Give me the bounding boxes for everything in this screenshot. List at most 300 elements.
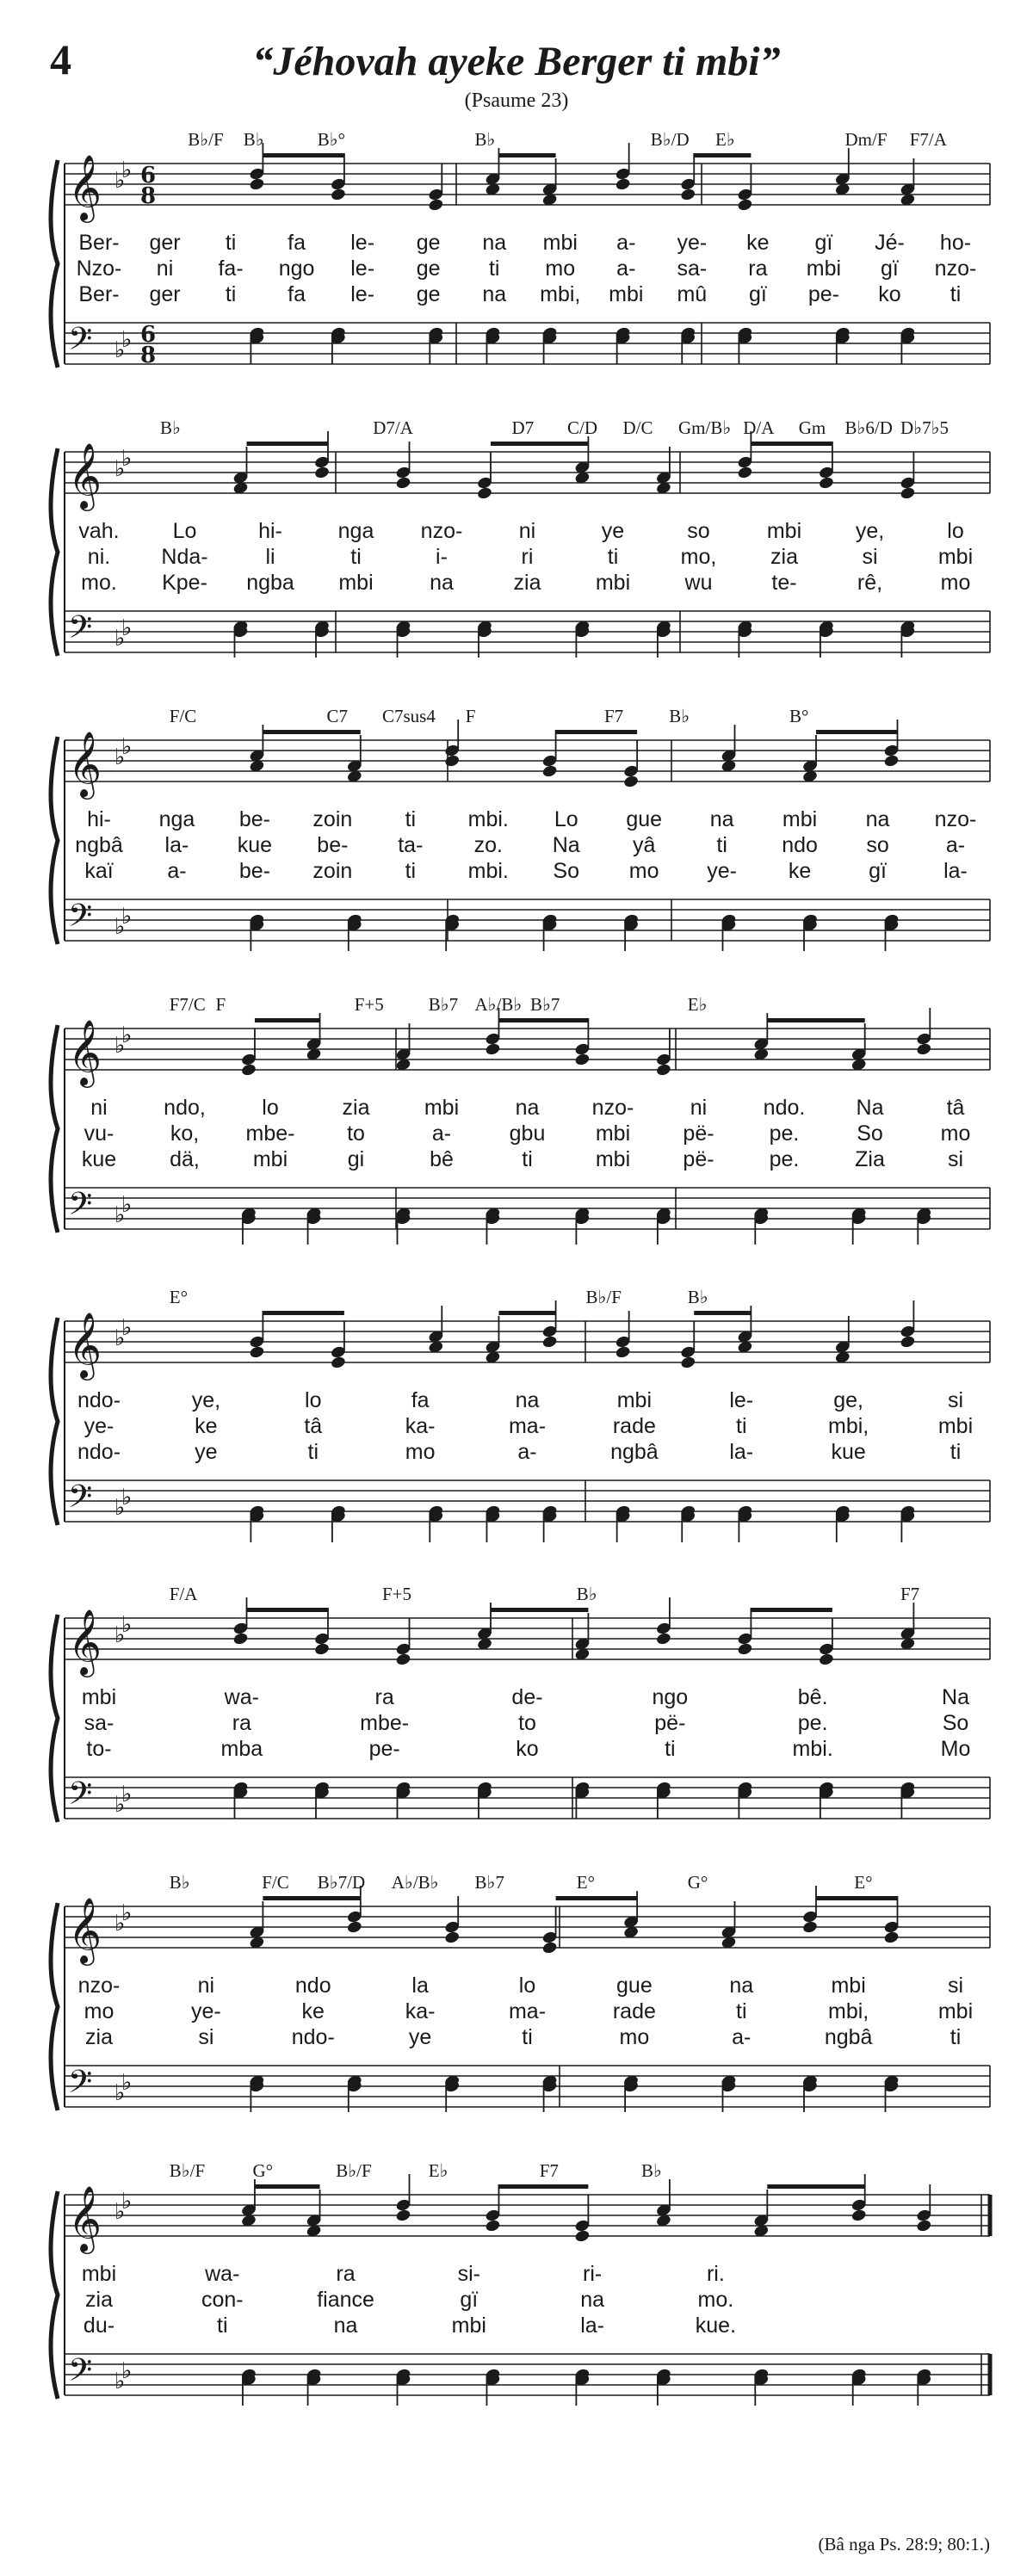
lyric-verse-1: Lo: [172, 519, 197, 543]
lyric-verse-1: mbi.: [467, 807, 509, 831]
lyric-verse-2: So: [942, 1711, 969, 1735]
lyric-verse-2: gï: [881, 256, 899, 281]
lyric-verse-2: gï: [460, 2288, 479, 2312]
note-beam: [498, 2184, 588, 2189]
key-signature-flat: ♭: [114, 2080, 126, 2106]
key-signature-flat: ♭: [114, 1325, 126, 1351]
key-signature-flat: ♭: [114, 168, 126, 194]
lyric-verse-2: to: [518, 1711, 536, 1735]
key-signature-flat: ♭: [121, 2189, 133, 2215]
lyric-verse-2: ra: [748, 256, 768, 281]
lyric-verse-1: nzo-: [420, 519, 463, 543]
chord-symbol: C/D: [567, 417, 598, 438]
lyric-verse-1: na: [865, 807, 890, 831]
lyric-verse-2: a-: [431, 1121, 452, 1146]
lyric-verse-1: ge: [416, 231, 441, 255]
lyric-verse-3: wu: [684, 571, 713, 595]
lyric-verse-2: to: [347, 1121, 365, 1146]
key-signature-flat: ♭: [114, 1033, 126, 1059]
chord-symbol: B♭: [169, 1872, 190, 1893]
lyric-verse-1: Na: [856, 1096, 884, 1120]
lyric-verse-1: Ber-: [78, 231, 120, 255]
lyric-verse-3: ke: [788, 859, 812, 883]
lyric-verse-1: Na: [942, 1685, 969, 1709]
treble-clef: 𝄞: [68, 1609, 102, 1675]
notehead: [916, 1042, 932, 1056]
note-beam: [498, 1018, 588, 1022]
bass-clef: 𝄢: [68, 2352, 93, 2396]
lyric-verse-3: kue.: [695, 2313, 737, 2338]
lyric-verse-3: ti: [225, 282, 237, 306]
lyric-verse-1: na: [515, 1096, 540, 1120]
lyric-verse-1: Lo: [554, 807, 578, 831]
key-signature-flat: ♭: [114, 626, 126, 652]
key-signature-flat: ♭: [114, 1622, 126, 1648]
chord-symbol: D♭7♭5: [900, 417, 949, 438]
lyric-verse-1: ri.: [706, 2262, 725, 2286]
lyric-verse-2: si: [862, 545, 878, 569]
lyric-verse-3: mbi: [595, 1147, 631, 1171]
lyric-verse-1: ni: [90, 1096, 108, 1120]
chord-symbol: F7: [604, 706, 624, 726]
notehead: [330, 188, 346, 201]
lyric-verse-2: fa-: [218, 256, 244, 281]
lyric-verse-2: ti: [488, 256, 500, 281]
lyric-verse-3: ye: [195, 1440, 218, 1464]
lyric-verse-2: ti: [716, 833, 727, 857]
lyric-verse-2: ri: [521, 545, 534, 569]
chord-symbol: B♭7: [428, 994, 459, 1015]
lyric-verse-3: Mo: [940, 1737, 971, 1761]
key-signature-flat: ♭: [114, 2199, 126, 2225]
note-beam: [767, 1018, 864, 1022]
key-signature-flat: ♭: [114, 2369, 126, 2394]
song-number: 4: [50, 35, 71, 83]
lyric-verse-2: ngbâ: [75, 833, 123, 857]
chord-symbol: E♭: [715, 129, 735, 150]
lyric-verse-3: le-: [350, 282, 375, 306]
lyric-verse-1: ye: [601, 519, 625, 543]
bass-clef: 𝄢: [68, 609, 93, 653]
lyric-verse-3: ti: [405, 859, 417, 883]
chord-symbol: B°: [789, 706, 809, 726]
system-brace: [51, 1318, 58, 1525]
chord-symbol: A♭/B♭: [391, 1872, 439, 1893]
lyric-verse-1: lo: [947, 519, 964, 543]
lyric-verse-2: so: [866, 833, 889, 857]
chord-symbol: C7sus4: [382, 706, 436, 726]
lyric-verse-2: mo: [84, 1999, 114, 2023]
lyric-verse-1: si-: [457, 2262, 481, 2286]
chord-symbol: E♭: [428, 2160, 448, 2181]
lyric-verse-1: so: [687, 519, 710, 543]
notehead: [916, 2219, 932, 2233]
note-beam: [556, 730, 638, 734]
lyric-verse-1: nga: [337, 519, 374, 543]
note-beam: [247, 442, 329, 446]
note-beam: [255, 2184, 320, 2189]
note-beam: [694, 153, 751, 158]
lyric-verse-3: ti: [949, 1440, 962, 1464]
lyric-verse-3: ti: [522, 1147, 533, 1171]
time-signature-top: 6: [140, 163, 157, 188]
key-signature-flat: ♭: [121, 1315, 133, 1341]
lyric-verse-3: na: [333, 2313, 358, 2338]
chord-symbol: B♭/F: [336, 2160, 372, 2181]
notehead: [900, 1335, 916, 1349]
notehead: [395, 1652, 411, 1666]
note-beam: [816, 1896, 898, 1900]
lyric-verse-3: pë-: [683, 1147, 714, 1171]
lyric-verse-3: dä,: [170, 1147, 200, 1171]
lyric-verse-3: la-: [580, 2313, 605, 2338]
lyric-verse-3: ndo-: [77, 1440, 121, 1464]
lyric-verse-1: ndo,: [164, 1096, 206, 1120]
key-signature-flat: ♭: [121, 327, 133, 353]
notehead: [615, 1345, 631, 1359]
lyric-verse-1: ri-: [583, 2262, 603, 2286]
notehead: [249, 1345, 265, 1359]
note-beam: [491, 1608, 588, 1612]
lyric-verse-2: con-: [201, 2288, 244, 2312]
lyric-verse-2: ma-: [508, 1414, 547, 1438]
notehead: [900, 486, 916, 500]
lyric-verse-1: Jé-: [875, 231, 905, 255]
lyric-verse-3: ti: [307, 1440, 319, 1464]
lyric-verse-2: mo,: [680, 545, 717, 569]
chord-symbol: E°: [854, 1872, 873, 1893]
lyric-verse-3: ko: [878, 282, 901, 306]
lyric-verse-2: sa-: [677, 256, 708, 281]
lyric-verse-2: li: [265, 545, 275, 569]
lyric-verse-3: fa: [288, 282, 306, 306]
lyric-verse-3: mbi: [595, 571, 631, 595]
lyric-verse-2: ngo: [278, 256, 315, 281]
notehead: [615, 177, 631, 191]
lyric-verse-1: mbi: [782, 807, 818, 831]
notehead: [485, 1042, 501, 1056]
music-system-8: [0, 2160, 1033, 2453]
music-system-6: [0, 1584, 1033, 1876]
lyric-verse-1: de-: [511, 1685, 543, 1709]
lyric-verse-3: rê,: [857, 571, 883, 595]
notehead: [737, 198, 753, 212]
key-signature-flat: ♭: [121, 1485, 133, 1510]
key-signature-flat: ♭: [121, 1900, 133, 1926]
lyric-verse-2: ndo: [782, 833, 818, 857]
lyric-verse-2: be-: [317, 833, 349, 857]
lyric-verse-1: si: [947, 1974, 964, 1998]
chord-symbol: Gm/B♭: [678, 417, 732, 438]
lyric-verse-1: mbi: [542, 231, 578, 255]
lyric-verse-1: mbi: [831, 1974, 866, 1998]
lyric-verse-3: pe-: [807, 282, 839, 306]
note-beam: [247, 1608, 329, 1612]
lyric-verse-1: ni: [518, 519, 536, 543]
chord-symbol: B♭: [160, 417, 181, 438]
lyric-verse-2: sa-: [84, 1711, 114, 1735]
staff-lines: [0, 129, 1033, 422]
system-brace: [51, 160, 58, 368]
key-signature-flat: ♭: [121, 615, 133, 641]
lyric-verse-2: gbu: [509, 1121, 546, 1146]
lyric-verse-2: ma-: [508, 1999, 547, 2023]
lyric-verse-2: vu-: [84, 1121, 114, 1146]
chord-symbol: F+5: [382, 1584, 412, 1604]
lyric-verse-2: kue: [237, 833, 273, 857]
treble-clef: 𝄞: [68, 731, 102, 797]
lyric-verse-3: ger: [149, 282, 181, 306]
notehead: [232, 1632, 249, 1646]
lyric-verse-3: ndo-: [291, 2025, 335, 2049]
bass-clef: 𝄢: [68, 1776, 93, 1819]
lyric-verse-2: a-: [616, 256, 636, 281]
lyric-verse-3: ko: [516, 1737, 539, 1761]
chord-symbol: G°: [252, 2160, 274, 2181]
lyric-verse-1: ho-: [939, 231, 972, 255]
lyric-verse-2: ye-: [84, 1414, 114, 1438]
notehead: [485, 2219, 501, 2233]
chord-symbol: F+5: [354, 994, 384, 1015]
lyric-verse-2: zo.: [473, 833, 503, 857]
lyric-verse-2: Na: [552, 833, 580, 857]
notehead: [737, 1642, 753, 1656]
lyric-verse-2: So: [857, 1121, 883, 1146]
lyric-verse-3: kaï: [84, 859, 114, 883]
chord-symbol: F: [215, 994, 226, 1015]
lyric-verse-1: ye,: [191, 1388, 221, 1412]
notehead: [476, 486, 492, 500]
notehead: [623, 775, 640, 788]
notehead: [444, 754, 461, 768]
note-beam: [263, 153, 344, 158]
lyric-verse-1: a-: [616, 231, 636, 255]
lyric-verse-1: hi-: [258, 519, 282, 543]
note-beam: [767, 2184, 864, 2189]
lyric-verse-3: a-: [517, 1440, 537, 1464]
lyric-verse-3: ge: [416, 282, 441, 306]
lyric-verse-3: ti: [665, 1737, 676, 1761]
lyric-verse-1: ni: [690, 1096, 708, 1120]
lyric-verse-3: ngba: [246, 571, 294, 595]
lyric-verse-2: ra: [232, 1711, 251, 1735]
key-signature-flat: ♭: [114, 1792, 126, 1818]
lyric-verse-1: hi-: [87, 807, 111, 831]
key-signature-flat: ♭: [121, 1612, 133, 1638]
lyric-verse-3: mbi: [338, 571, 374, 595]
lyric-verse-2: mbe-: [360, 1711, 410, 1735]
lyric-verse-1: na: [482, 231, 507, 255]
lyric-verse-3: Zia: [855, 1147, 885, 1171]
note-beam: [751, 1608, 832, 1612]
notehead: [428, 198, 444, 212]
treble-clef: 𝄞: [68, 1019, 102, 1085]
lyric-verse-3: ti: [522, 2025, 533, 2049]
notehead: [851, 2208, 867, 2222]
note-beam: [694, 1311, 751, 1315]
note-beam: [255, 1018, 320, 1022]
music-system-2: [0, 417, 1033, 710]
lyric-verse-2: pe.: [769, 1121, 800, 1146]
note-beam: [491, 442, 588, 446]
lyric-verse-1: zoin: [312, 807, 353, 831]
lyric-verse-3: pe.: [769, 1147, 800, 1171]
lyric-verse-3: mo: [628, 859, 659, 883]
lyric-verse-1: nzo-: [934, 807, 977, 831]
lyric-verse-1: ger: [149, 231, 181, 255]
lyric-verse-3: mbi.: [792, 1737, 833, 1761]
lyric-verse-2: yâ: [632, 833, 656, 857]
lyric-verse-1: ye-: [677, 231, 708, 255]
chord-symbol: D7: [511, 417, 535, 438]
lyric-verse-2: mo: [545, 256, 576, 281]
lyric-verse-3: mbi: [451, 2313, 486, 2338]
music-system-7: [0, 1872, 1033, 2165]
lyric-verse-3: mo: [940, 571, 971, 595]
note-beam: [751, 442, 832, 446]
lyric-verse-2: zia: [770, 545, 798, 569]
key-signature-flat: ♭: [114, 1911, 126, 1937]
notehead: [801, 1920, 818, 1934]
key-signature-flat: ♭: [114, 744, 126, 770]
lyric-verse-1: lo: [262, 1096, 279, 1120]
chord-symbol: F7: [539, 2160, 559, 2181]
lyric-verse-1: gï: [814, 231, 833, 255]
lyric-verse-3: mo: [619, 2025, 650, 2049]
notehead: [883, 1930, 900, 1944]
lyric-verse-2: mo: [940, 1121, 971, 1146]
lyric-verse-3: ti: [949, 2025, 962, 2049]
note-beam: [498, 1311, 555, 1315]
system-brace: [51, 737, 58, 944]
lyric-verse-3: zia: [85, 2025, 113, 2049]
lyric-verse-1: bê.: [797, 1685, 828, 1709]
notehead: [240, 1063, 257, 1077]
chord-symbol: B♭: [243, 129, 264, 150]
chord-symbol: B♭: [641, 2160, 662, 2181]
music-system-4: [0, 994, 1033, 1287]
lyric-verse-3: kue: [81, 1147, 117, 1171]
lyric-verse-1: ke: [746, 231, 770, 255]
note-beam: [263, 1896, 360, 1900]
treble-clef: 𝄞: [68, 442, 102, 509]
lyric-verse-2: ka-: [405, 1414, 436, 1438]
lyric-verse-1: zia: [342, 1096, 370, 1120]
chord-symbol: B♭7: [530, 994, 560, 1015]
notehead: [574, 1053, 591, 1066]
lyric-verse-2: mo.: [697, 2288, 734, 2312]
chord-symbol: E♭: [687, 994, 708, 1015]
key-signature-flat: ♭: [121, 1782, 133, 1807]
lyric-verse-1: wa-: [205, 2262, 240, 2286]
lyric-verse-1: la: [411, 1974, 429, 1998]
lyric-verse-3: mbi: [252, 1147, 288, 1171]
lyric-verse-3: mo: [405, 1440, 436, 1464]
lyric-verse-2: le-: [350, 256, 375, 281]
chord-symbol: F7/A: [909, 129, 947, 150]
lyric-verse-2: mbi: [937, 1414, 974, 1438]
chord-symbol: B♭: [576, 1584, 597, 1604]
lyric-verse-2: ke: [301, 1999, 325, 2023]
lyric-verse-3: zoin: [312, 859, 353, 883]
lyric-verse-3: gi: [347, 1147, 365, 1171]
lyric-verse-3: mba: [220, 1737, 263, 1761]
lyric-verse-1: le-: [729, 1388, 754, 1412]
lyric-verse-1: vah.: [78, 519, 120, 543]
key-signature-flat: ♭: [121, 2070, 133, 2096]
lyric-verse-2: fiance: [317, 2288, 374, 2312]
key-signature-flat: ♭: [114, 456, 126, 482]
lyric-verse-3: ngbâ: [824, 2025, 873, 2049]
key-signature-flat: ♭: [114, 1202, 126, 1228]
notehead: [444, 1930, 461, 1944]
lyric-verse-1: na: [729, 1974, 754, 1998]
notehead: [818, 476, 834, 490]
scripture-reference: (Bâ nga Ps. 28:9; 80:1.): [818, 2534, 990, 2554]
treble-clef: 𝄞: [68, 2185, 102, 2252]
key-signature-flat: ♭: [121, 1022, 133, 1048]
note-beam: [263, 730, 360, 734]
chord-symbol: Dm/F: [844, 129, 888, 150]
lyric-verse-3: mo.: [81, 571, 117, 595]
key-signature-flat: ♭: [121, 904, 133, 930]
chord-symbol: B♭7: [474, 1872, 504, 1893]
lyric-verse-2: mbe-: [245, 1121, 295, 1146]
lyric-verse-1: lo: [518, 1974, 536, 1998]
lyric-verse-1: nzo-: [591, 1096, 634, 1120]
note-beam: [816, 730, 898, 734]
lyric-verse-2: ko,: [170, 1121, 200, 1146]
lyric-verse-1: tâ: [946, 1096, 965, 1120]
bass-clef: 𝄢: [68, 2064, 93, 2108]
lyric-verse-3: ngbâ: [610, 1440, 659, 1464]
chord-symbol: B♭: [669, 706, 690, 726]
chord-symbol: B♭/F: [169, 2160, 206, 2181]
chord-symbol: F/C: [262, 1872, 289, 1893]
lyric-verse-3: to-: [86, 1737, 112, 1761]
lyric-verse-1: mbi: [766, 519, 802, 543]
lyric-verse-1: be-: [238, 807, 270, 831]
notehead: [655, 1063, 671, 1077]
lyric-verse-1: wa-: [224, 1685, 259, 1709]
lyric-verse-2: ti: [736, 1999, 747, 2023]
lyric-verse-1: mbi: [81, 1685, 117, 1709]
lyric-verse-2: ni.: [87, 545, 111, 569]
lyric-verse-3: So: [553, 859, 580, 883]
lyric-verse-3: la-: [943, 859, 968, 883]
lyric-verse-1: ndo.: [763, 1096, 806, 1120]
time-signature-top: 6: [140, 322, 157, 348]
notehead: [346, 1920, 362, 1934]
lyric-verse-3: a-: [732, 2025, 752, 2049]
lyric-verse-1: ra: [336, 2262, 356, 2286]
lyric-verse-1: ra: [374, 1685, 394, 1709]
lyric-verse-3: ti: [949, 282, 962, 306]
song-title: “Jéhovah ayeke Berger ti mbi”: [252, 39, 781, 84]
notehead: [883, 754, 900, 768]
chord-symbol: A♭/B♭: [474, 994, 523, 1015]
key-signature-flat: ♭: [121, 1192, 133, 1218]
lyric-verse-1: lo: [305, 1388, 322, 1412]
lyric-verse-2: ti: [607, 545, 619, 569]
lyric-verse-3: gï: [869, 859, 887, 883]
lyric-verse-2: i-: [436, 545, 448, 569]
lyric-verse-1: le-: [350, 231, 375, 255]
chord-symbol: B♭: [474, 129, 496, 150]
lyric-verse-2: a-: [945, 833, 966, 857]
chord-symbol: G°: [687, 1872, 708, 1893]
lyric-verse-1: nga: [158, 807, 195, 831]
